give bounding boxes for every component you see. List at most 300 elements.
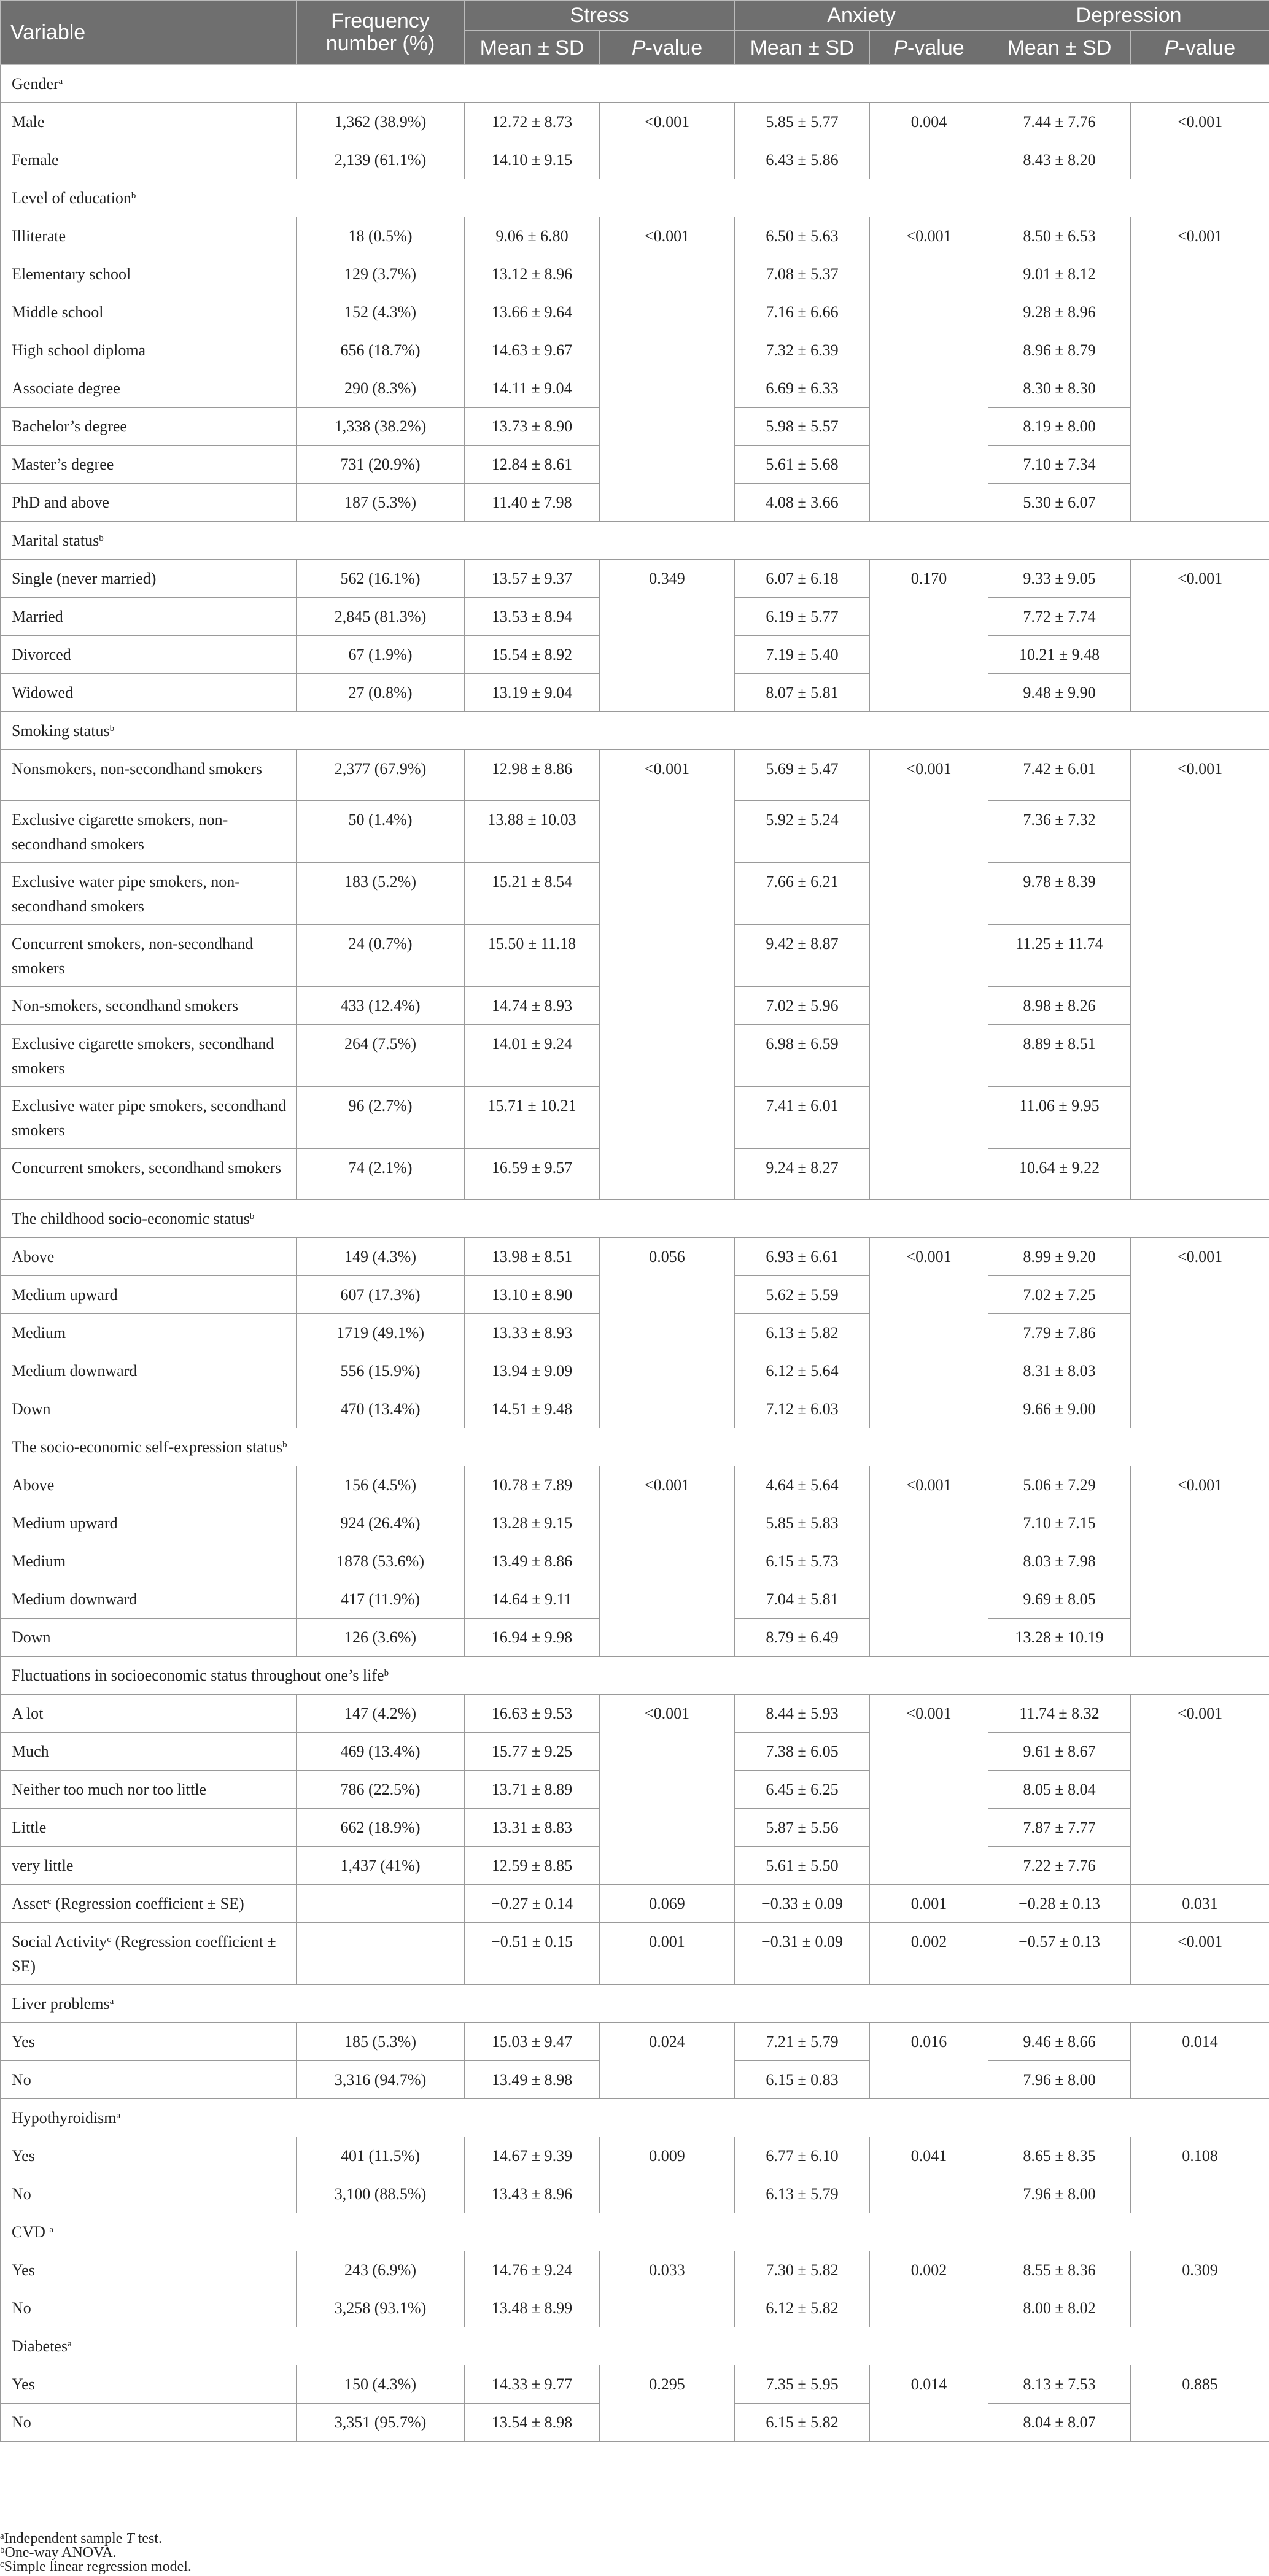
stress-mean-sd-cell: 13.71 ± 8.89 <box>465 1771 600 1809</box>
anxiety-p-value-cell: <0.001 <box>870 1466 988 1657</box>
footnote-text: Independent sample <box>4 2531 126 2547</box>
depression-p-value-cell: 0.885 <box>1131 2365 1269 2442</box>
frequency-cell: 924 (26.4%) <box>297 1504 465 1542</box>
section-header-row <box>1 2327 1269 2365</box>
row-label: Exclusive cigarette smokers, non-secondhand smokers <box>1 801 297 863</box>
depression-mean-sd-cell: 8.19 ± 8.00 <box>988 408 1131 446</box>
anxiety-mean-sd-cell: 5.69 ± 5.47 <box>735 750 870 801</box>
stress-mean-sd-cell: 15.71 ± 10.21 <box>465 1087 600 1149</box>
section-header-row <box>1 65 1269 103</box>
stress-mean-sd-cell: 11.40 ± 7.98 <box>465 484 600 522</box>
stress-p-value-cell: <0.001 <box>600 1695 735 1885</box>
stress-mean-sd-cell: 13.49 ± 8.86 <box>465 1542 600 1580</box>
footnote-text: Simple linear regression model. <box>4 2559 192 2575</box>
frequency-cell: 662 (18.9%) <box>297 1809 465 1847</box>
anxiety-mean-sd-cell: 6.69 ± 6.33 <box>735 369 870 408</box>
stress-mean-sd-cell: 13.57 ± 9.37 <box>465 560 600 598</box>
depression-mean-sd-cell: 13.28 ± 10.19 <box>988 1619 1131 1657</box>
anxiety-p-value-cell: <0.001 <box>870 1238 988 1428</box>
row-label: No <box>1 2175 297 2213</box>
depression-p-value-cell: <0.001 <box>1131 1695 1269 1885</box>
depression-mean-sd-cell: 9.28 ± 8.96 <box>988 293 1131 331</box>
stress-mean-sd-cell: 14.67 ± 9.39 <box>465 2137 600 2175</box>
footnote-marker: b <box>384 1668 389 1678</box>
frequency-cell: 556 (15.9%) <box>297 1352 465 1390</box>
depression-coefficient-cell: −0.57 ± 0.13 <box>988 1923 1131 1985</box>
stress-mean-sd-cell: 12.84 ± 8.61 <box>465 446 600 484</box>
stress-mean-sd-cell: 13.10 ± 8.90 <box>465 1276 600 1314</box>
stress-p-value-cell: <0.001 <box>600 1466 735 1657</box>
row-label: Single (never married) <box>1 560 297 598</box>
row-label: Down <box>1 1619 297 1657</box>
depression-mean-sd-cell: 11.06 ± 9.95 <box>988 1087 1131 1149</box>
row-label: Married <box>1 598 297 636</box>
depression-mean-sd-cell: 9.69 ± 8.05 <box>988 1580 1131 1619</box>
frequency-cell: 1,437 (41%) <box>297 1847 465 1885</box>
stress-mean-sd-cell: 13.31 ± 8.83 <box>465 1809 600 1847</box>
stress-mean-sd-cell: 13.12 ± 8.96 <box>465 255 600 293</box>
depression-p-value-cell: <0.001 <box>1131 1466 1269 1657</box>
row-label: Medium downward <box>1 1352 297 1390</box>
frequency-cell: 149 (4.3%) <box>297 1238 465 1276</box>
row-label: Widowed <box>1 674 297 712</box>
row-label: Female <box>1 141 297 179</box>
stress-mean-sd-cell: 13.28 ± 9.15 <box>465 1504 600 1542</box>
stress-mean-sd-cell: 14.33 ± 9.77 <box>465 2365 600 2404</box>
depression-p-value-cell: 0.309 <box>1131 2251 1269 2327</box>
stress-mean-sd-cell: 9.06 ± 6.80 <box>465 217 600 255</box>
depression-mean-sd-cell: 5.30 ± 6.07 <box>988 484 1131 522</box>
section-header <box>1 1657 1269 1695</box>
section-header-row <box>1 1428 1269 1466</box>
frequency-cell: 3,351 (95.7%) <box>297 2404 465 2442</box>
stress-mean-sd-cell: 12.72 ± 8.73 <box>465 103 600 141</box>
anxiety-p-value-cell: <0.001 <box>870 1695 988 1885</box>
header-frequency: Frequency number (%) <box>297 1 465 65</box>
row-label: PhD and above <box>1 484 297 522</box>
depression-mean-sd-cell: 8.55 ± 8.36 <box>988 2251 1131 2289</box>
section-header <box>1 1200 1269 1238</box>
row-label: Yes <box>1 2023 297 2061</box>
section-header-row <box>1 2213 1269 2251</box>
depression-mean-sd-cell: 8.04 ± 8.07 <box>988 2404 1131 2442</box>
stress-mean-sd-cell: 13.73 ± 8.90 <box>465 408 600 446</box>
anxiety-mean-sd-cell: 5.61 ± 5.68 <box>735 446 870 484</box>
stress-mean-sd-cell: 14.01 ± 9.24 <box>465 1025 600 1087</box>
anxiety-mean-sd-cell: 5.85 ± 5.77 <box>735 103 870 141</box>
stress-mean-sd-cell: 12.59 ± 8.85 <box>465 1847 600 1885</box>
stress-mean-sd-cell: 13.53 ± 8.94 <box>465 598 600 636</box>
section-header-row <box>1 1985 1269 2023</box>
depression-mean-sd-cell: 8.96 ± 8.79 <box>988 331 1131 369</box>
stress-mean-sd-cell: 15.77 ± 9.25 <box>465 1733 600 1771</box>
stress-p-value-cell: 0.069 <box>600 1885 735 1923</box>
frequency-cell: 243 (6.9%) <box>297 2251 465 2289</box>
stress-mean-sd-cell: 13.98 ± 8.51 <box>465 1238 600 1276</box>
depression-p-value-cell: 0.031 <box>1131 1885 1269 1923</box>
anxiety-mean-sd-cell: 4.08 ± 3.66 <box>735 484 870 522</box>
anxiety-p-value-cell: 0.002 <box>870 2251 988 2327</box>
depression-coefficient-cell: −0.28 ± 0.13 <box>988 1885 1131 1923</box>
anxiety-mean-sd-cell: 6.13 ± 5.79 <box>735 2175 870 2213</box>
frequency-cell: 3,100 (88.5%) <box>297 2175 465 2213</box>
footnote-marker: b <box>0 2545 5 2555</box>
anxiety-mean-sd-cell: 8.07 ± 5.81 <box>735 674 870 712</box>
frequency-cell: 3,258 (93.1%) <box>297 2289 465 2327</box>
stress-mean-sd-cell: 15.03 ± 9.47 <box>465 2023 600 2061</box>
table-row <box>1 2023 1269 2061</box>
anxiety-mean-sd-cell: 6.77 ± 6.10 <box>735 2137 870 2175</box>
anxiety-mean-sd-cell: 4.64 ± 5.64 <box>735 1466 870 1504</box>
anxiety-mean-sd-cell: 6.93 ± 6.61 <box>735 1238 870 1276</box>
depression-mean-sd-cell: 7.87 ± 7.77 <box>988 1809 1131 1847</box>
anxiety-p-value-cell: 0.041 <box>870 2137 988 2213</box>
frequency-cell: 433 (12.4%) <box>297 987 465 1025</box>
stress-p-value-cell: <0.001 <box>600 750 735 1200</box>
anxiety-mean-sd-cell: 7.32 ± 6.39 <box>735 331 870 369</box>
table-row <box>1 2365 1269 2404</box>
anxiety-mean-sd-cell: 9.24 ± 8.27 <box>735 1149 870 1200</box>
depression-mean-sd-cell: 9.48 ± 9.90 <box>988 674 1131 712</box>
regression-note: (Regression coefficient ± SE) <box>12 1933 276 1975</box>
header-stress-mean-sd: Mean ± SD <box>465 31 600 65</box>
section-header <box>1 2099 1269 2137</box>
row-label: Little <box>1 1809 297 1847</box>
depression-mean-sd-cell: 7.22 ± 7.76 <box>988 1847 1131 1885</box>
frequency-cell: 183 (5.2%) <box>297 863 465 925</box>
table-row <box>1 1466 1269 1504</box>
section-header <box>1 1428 1269 1466</box>
stress-mean-sd-cell: 13.33 ± 8.93 <box>465 1314 600 1352</box>
section-title: Diabetes <box>12 2337 68 2355</box>
frequency-cell: 18 (0.5%) <box>297 217 465 255</box>
header-variable: Variable <box>1 1 297 65</box>
depression-mean-sd-cell: 9.01 ± 8.12 <box>988 255 1131 293</box>
anxiety-p-value-cell: 0.170 <box>870 560 988 712</box>
section-title: Gender <box>12 74 59 93</box>
footnote-marker: b <box>131 190 136 201</box>
anxiety-mean-sd-cell: 6.98 ± 6.59 <box>735 1025 870 1087</box>
anxiety-mean-sd-cell: 6.19 ± 5.77 <box>735 598 870 636</box>
depression-p-value-cell: <0.001 <box>1131 1238 1269 1428</box>
row-label: Exclusive water pipe smokers, non-secondhand smokers <box>1 863 297 925</box>
row-label: Neither too much nor too little <box>1 1771 297 1809</box>
row-label: No <box>1 2404 297 2442</box>
depression-mean-sd-cell: 8.65 ± 8.35 <box>988 2137 1131 2175</box>
frequency-cell: 2,139 (61.1%) <box>297 141 465 179</box>
footnote-marker: b <box>99 533 104 543</box>
stress-mean-sd-cell: 10.78 ± 7.89 <box>465 1466 600 1504</box>
frequency-cell: 147 (4.2%) <box>297 1695 465 1733</box>
table-row <box>1 2137 1269 2175</box>
footnote-marker: a <box>0 2531 4 2541</box>
section-title: The socio-economic self-expression status <box>12 1437 283 1456</box>
footnote <box>0 2546 192 2560</box>
row-label: Exclusive cigarette smokers, secondhand smokers <box>1 1025 297 1087</box>
row-label: Concurrent smokers, secondhand smokers <box>1 1149 297 1200</box>
depression-mean-sd-cell: 8.03 ± 7.98 <box>988 1542 1131 1580</box>
depression-p-value-cell: 0.108 <box>1131 2137 1269 2213</box>
row-label: Medium upward <box>1 1276 297 1314</box>
row-label: High school diploma <box>1 331 297 369</box>
depression-mean-sd-cell: 9.78 ± 8.39 <box>988 863 1131 925</box>
footnote-marker: b <box>109 723 115 733</box>
depression-mean-sd-cell: 7.36 ± 7.32 <box>988 801 1131 863</box>
stress-mean-sd-cell: 13.66 ± 9.64 <box>465 293 600 331</box>
row-label: Medium upward <box>1 1504 297 1542</box>
stress-mean-sd-cell: 13.94 ± 9.09 <box>465 1352 600 1390</box>
footnote-marker: c <box>107 1935 111 1944</box>
row-label: very little <box>1 1847 297 1885</box>
footnote-marker: a <box>49 2224 54 2235</box>
table-row <box>1 750 1269 801</box>
section-header <box>1 522 1269 560</box>
row-label: Above <box>1 1466 297 1504</box>
depression-mean-sd-cell: 7.96 ± 8.00 <box>988 2061 1131 2099</box>
anxiety-mean-sd-cell: 6.07 ± 6.18 <box>735 560 870 598</box>
stress-p-value-cell: 0.056 <box>600 1238 735 1428</box>
regression-row <box>1 1923 1269 1985</box>
frequency-cell: 731 (20.9%) <box>297 446 465 484</box>
depression-p-value-cell: <0.001 <box>1131 103 1269 179</box>
anxiety-mean-sd-cell: 5.92 ± 5.24 <box>735 801 870 863</box>
anxiety-mean-sd-cell: 6.12 ± 5.82 <box>735 2289 870 2327</box>
anxiety-coefficient-cell: −0.33 ± 0.09 <box>735 1885 870 1923</box>
frequency-cell: 150 (4.3%) <box>297 2365 465 2404</box>
stress-mean-sd-cell: 16.94 ± 9.98 <box>465 1619 600 1657</box>
footnote-text: One-way ANOVA. <box>4 2545 117 2561</box>
section-title: Marital status <box>12 531 99 549</box>
anxiety-p-value-cell: <0.001 <box>870 217 988 522</box>
section-title: The childhood socio-economic status <box>12 1209 250 1228</box>
anxiety-mean-sd-cell: 7.66 ± 6.21 <box>735 863 870 925</box>
frequency-cell: 1719 (49.1%) <box>297 1314 465 1352</box>
frequency-cell: 187 (5.3%) <box>297 484 465 522</box>
frequency-cell: 469 (13.4%) <box>297 1733 465 1771</box>
table-footnotes <box>0 2532 192 2574</box>
stress-p-value-cell: <0.001 <box>600 103 735 179</box>
header-stress: Stress <box>465 1 735 31</box>
anxiety-mean-sd-cell: 7.04 ± 5.81 <box>735 1580 870 1619</box>
stress-coefficient-cell: −0.51 ± 0.15 <box>465 1923 600 1985</box>
frequency-cell: 1,338 (38.2%) <box>297 408 465 446</box>
depression-mean-sd-cell: 5.06 ± 7.29 <box>988 1466 1131 1504</box>
anxiety-p-value-cell: 0.016 <box>870 2023 988 2099</box>
table-row <box>1 217 1269 255</box>
anxiety-mean-sd-cell: 6.15 ± 5.82 <box>735 2404 870 2442</box>
regression-row <box>1 1885 1269 1923</box>
depression-mean-sd-cell: 8.99 ± 9.20 <box>988 1238 1131 1276</box>
stress-mean-sd-cell: 12.98 ± 8.86 <box>465 750 600 801</box>
depression-mean-sd-cell: 10.21 ± 9.48 <box>988 636 1131 674</box>
section-header <box>1 712 1269 750</box>
anxiety-mean-sd-cell: 6.15 ± 0.83 <box>735 2061 870 2099</box>
depression-mean-sd-cell: 8.43 ± 8.20 <box>988 141 1131 179</box>
frequency-cell: 607 (17.3%) <box>297 1276 465 1314</box>
stress-mean-sd-cell: 13.43 ± 8.96 <box>465 2175 600 2213</box>
row-label: A lot <box>1 1695 297 1733</box>
anxiety-mean-sd-cell: 5.87 ± 5.56 <box>735 1809 870 1847</box>
depression-mean-sd-cell: 8.98 ± 8.26 <box>988 987 1131 1025</box>
depression-mean-sd-cell: 9.66 ± 9.00 <box>988 1390 1131 1428</box>
regression-note: (Regression coefficient ± SE) <box>51 1895 244 1913</box>
table-body <box>1 65 1269 2442</box>
table-row <box>1 2251 1269 2289</box>
footnote-marker: b <box>282 1439 287 1450</box>
header-anxiety-mean-sd: Mean ± SD <box>735 31 870 65</box>
row-label: No <box>1 2061 297 2099</box>
depression-mean-sd-cell: 7.96 ± 8.00 <box>988 2175 1131 2213</box>
footnote-marker: a <box>116 2110 121 2121</box>
depression-mean-sd-cell: 7.72 ± 7.74 <box>988 598 1131 636</box>
row-label: Master’s degree <box>1 446 297 484</box>
table-row <box>1 560 1269 598</box>
header-stress-p-value: P-value <box>600 31 735 65</box>
depression-mean-sd-cell: 8.30 ± 8.30 <box>988 369 1131 408</box>
depression-mean-sd-cell: 8.00 ± 8.02 <box>988 2289 1131 2327</box>
frequency-cell: 24 (0.7%) <box>297 925 465 987</box>
stress-mean-sd-cell: 13.88 ± 10.03 <box>465 801 600 863</box>
frequency-cell: 2,377 (67.9%) <box>297 750 465 801</box>
anxiety-mean-sd-cell: 9.42 ± 8.87 <box>735 925 870 987</box>
anxiety-mean-sd-cell: 7.38 ± 6.05 <box>735 1733 870 1771</box>
depression-mean-sd-cell: 11.74 ± 8.32 <box>988 1695 1131 1733</box>
row-label: Yes <box>1 2365 297 2404</box>
depression-mean-sd-cell: 7.79 ± 7.86 <box>988 1314 1131 1352</box>
anxiety-mean-sd-cell: 5.85 ± 5.83 <box>735 1504 870 1542</box>
stress-p-value-cell: 0.009 <box>600 2137 735 2213</box>
depression-mean-sd-cell: 7.44 ± 7.76 <box>988 103 1131 141</box>
row-label <box>1 1885 297 1923</box>
anxiety-mean-sd-cell: 7.41 ± 6.01 <box>735 1087 870 1149</box>
stress-mean-sd-cell: 14.63 ± 9.67 <box>465 331 600 369</box>
section-header-row <box>1 1200 1269 1238</box>
frequency-cell: 1,362 (38.9%) <box>297 103 465 141</box>
section-title: Level of education <box>12 188 131 207</box>
frequency-cell: 129 (3.7%) <box>297 255 465 293</box>
regression-variable: Asset <box>12 1895 47 1913</box>
row-label: Much <box>1 1733 297 1771</box>
frequency-cell: 50 (1.4%) <box>297 801 465 863</box>
anxiety-p-value-cell: 0.002 <box>870 1923 988 1985</box>
anxiety-p-value-cell: 0.004 <box>870 103 988 179</box>
stress-mean-sd-cell: 13.19 ± 9.04 <box>465 674 600 712</box>
section-header <box>1 2327 1269 2365</box>
row-label: Illiterate <box>1 217 297 255</box>
depression-mean-sd-cell: 7.10 ± 7.15 <box>988 1504 1131 1542</box>
row-label: Non-smokers, secondhand smokers <box>1 987 297 1025</box>
stress-p-value-cell: 0.349 <box>600 560 735 712</box>
frequency-cell: 417 (11.9%) <box>297 1580 465 1619</box>
frequency-cell: 786 (22.5%) <box>297 1771 465 1809</box>
stress-p-value-cell: <0.001 <box>600 217 735 522</box>
anxiety-p-value-cell: <0.001 <box>870 750 988 1200</box>
depression-mean-sd-cell: 10.64 ± 9.22 <box>988 1149 1131 1200</box>
stress-mean-sd-cell: 13.48 ± 8.99 <box>465 2289 600 2327</box>
stress-mean-sd-cell: 13.54 ± 8.98 <box>465 2404 600 2442</box>
row-label: Associate degree <box>1 369 297 408</box>
depression-mean-sd-cell: 8.50 ± 6.53 <box>988 217 1131 255</box>
regression-variable: Social Activity <box>12 1933 107 1951</box>
stress-p-value-cell: 0.295 <box>600 2365 735 2442</box>
depression-mean-sd-cell: 8.13 ± 7.53 <box>988 2365 1131 2404</box>
footnote <box>0 2532 192 2546</box>
row-label: Medium <box>1 1314 297 1352</box>
stress-mean-sd-cell: 14.11 ± 9.04 <box>465 369 600 408</box>
anxiety-mean-sd-cell: 7.08 ± 5.37 <box>735 255 870 293</box>
anxiety-mean-sd-cell: 8.79 ± 6.49 <box>735 1619 870 1657</box>
row-label: Nonsmokers, non-secondhand smokers <box>1 750 297 801</box>
anxiety-mean-sd-cell: 6.12 ± 5.64 <box>735 1352 870 1390</box>
section-title: CVD <box>12 2222 50 2241</box>
anxiety-p-value-cell: 0.014 <box>870 2365 988 2442</box>
header-depression: Depression <box>988 1 1269 31</box>
row-label: Above <box>1 1238 297 1276</box>
anxiety-coefficient-cell: −0.31 ± 0.09 <box>735 1923 870 1985</box>
anxiety-mean-sd-cell: 5.62 ± 5.59 <box>735 1276 870 1314</box>
stress-mean-sd-cell: 14.64 ± 9.11 <box>465 1580 600 1619</box>
depression-mean-sd-cell: 7.10 ± 7.34 <box>988 446 1131 484</box>
frequency-cell: 126 (3.6%) <box>297 1619 465 1657</box>
row-label: Yes <box>1 2137 297 2175</box>
depression-p-value-cell: <0.001 <box>1131 1923 1269 1985</box>
stress-mean-sd-cell: 14.74 ± 8.93 <box>465 987 600 1025</box>
table-row <box>1 103 1269 141</box>
frequency-cell: 470 (13.4%) <box>297 1390 465 1428</box>
footnote-text-end: test. <box>134 2531 162 2547</box>
section-title: Liver problems <box>12 1994 110 2013</box>
stress-mean-sd-cell: 15.54 ± 8.92 <box>465 636 600 674</box>
section-header-row <box>1 179 1269 217</box>
stress-mean-sd-cell: 16.59 ± 9.57 <box>465 1149 600 1200</box>
stress-coefficient-cell: −0.27 ± 0.14 <box>465 1885 600 1923</box>
footnote-marker: a <box>109 1996 114 2006</box>
stress-p-value-cell: 0.024 <box>600 2023 735 2099</box>
frequency-cell <box>297 1885 465 1923</box>
depression-mean-sd-cell: 7.02 ± 7.25 <box>988 1276 1131 1314</box>
frequency-cell: 290 (8.3%) <box>297 369 465 408</box>
anxiety-mean-sd-cell: 7.35 ± 5.95 <box>735 2365 870 2404</box>
section-header-row <box>1 712 1269 750</box>
frequency-cell: 74 (2.1%) <box>297 1149 465 1200</box>
stress-mean-sd-cell: 16.63 ± 9.53 <box>465 1695 600 1733</box>
anxiety-mean-sd-cell: 7.16 ± 6.66 <box>735 293 870 331</box>
depression-p-value-cell: <0.001 <box>1131 750 1269 1200</box>
stress-mean-sd-cell: 14.51 ± 9.48 <box>465 1390 600 1428</box>
section-header-row <box>1 1657 1269 1695</box>
table-row <box>1 1695 1269 1733</box>
table-row <box>1 1238 1269 1276</box>
stress-mean-sd-cell: 15.50 ± 11.18 <box>465 925 600 987</box>
stress-p-value-cell: 0.033 <box>600 2251 735 2327</box>
footnote-marker: a <box>58 76 63 87</box>
depression-p-value-cell: <0.001 <box>1131 217 1269 522</box>
row-label: No <box>1 2289 297 2327</box>
depression-mean-sd-cell: 8.31 ± 8.03 <box>988 1352 1131 1390</box>
header-depression-p-value: P-value <box>1131 31 1269 65</box>
row-label: Elementary school <box>1 255 297 293</box>
depression-mean-sd-cell: 8.89 ± 8.51 <box>988 1025 1131 1087</box>
section-header <box>1 2213 1269 2251</box>
row-label: Divorced <box>1 636 297 674</box>
anxiety-mean-sd-cell: 5.61 ± 5.50 <box>735 1847 870 1885</box>
stress-mean-sd-cell: 15.21 ± 8.54 <box>465 863 600 925</box>
row-label: Exclusive water pipe smokers, secondhand smokers <box>1 1087 297 1149</box>
depression-p-value-cell: <0.001 <box>1131 560 1269 712</box>
stress-mean-sd-cell: 14.10 ± 9.15 <box>465 141 600 179</box>
depression-mean-sd-cell: 8.05 ± 8.04 <box>988 1771 1131 1809</box>
row-label: Yes <box>1 2251 297 2289</box>
